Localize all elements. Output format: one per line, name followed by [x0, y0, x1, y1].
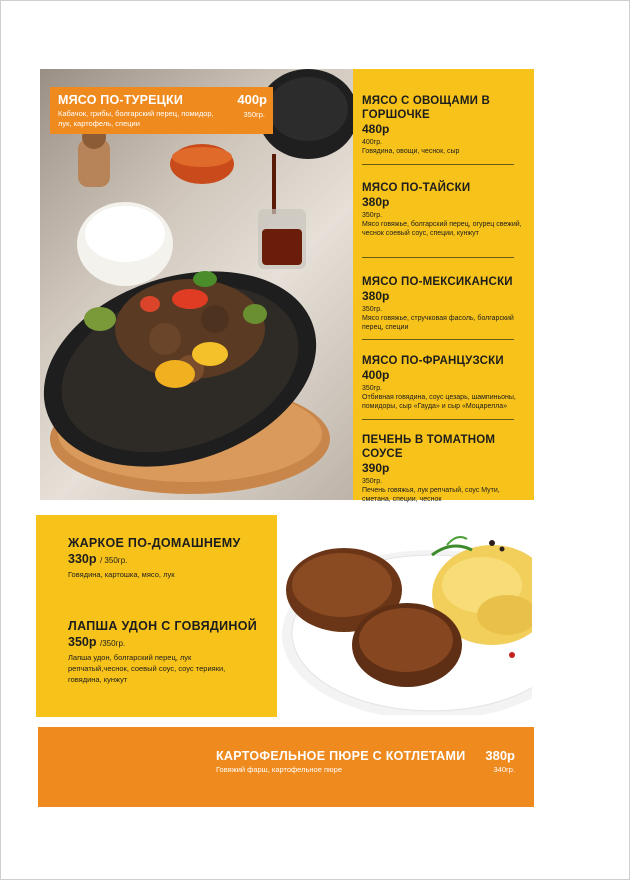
divider [362, 339, 514, 340]
bottom-dish-weight: 340гр. [493, 765, 515, 774]
menu-item [362, 181, 522, 238]
menu-item-title: МЯСО ПО-ТАЙСКИ [362, 182, 471, 194]
featured-dish-description: Кабачок, грибы, болгарский перец, помидор, лук, картофель, специи [58, 109, 214, 128]
menu-item-description: Печень говяжья, лук репчатый, соус Мути, сметана, специи, чеснок [362, 487, 500, 503]
menu-item [362, 275, 522, 332]
featured-dish-weight: 350гр. [243, 110, 265, 119]
right-menu-panel [353, 69, 534, 503]
menu-item [362, 433, 522, 504]
divider [362, 257, 514, 258]
menu-item [362, 94, 522, 156]
menu-item [68, 535, 268, 580]
featured-dish-title: МЯСО ПО-ТУРЕЦКИ [58, 93, 184, 107]
bottom-dish-price: 380р [485, 748, 515, 763]
menu-item-weight: 350гр. [362, 212, 383, 219]
featured-dish-price: 400р [237, 92, 267, 107]
cutlets-photo [282, 515, 532, 715]
menu-item-weight: 350гр. [362, 306, 383, 313]
divider [362, 164, 514, 165]
menu-item-title: ПЕЧЕНЬ В ТОМАТНОМ СОУСЕ [362, 434, 496, 460]
menu-item-description: Отбивная говядина, соус цезарь, шампиньоны, помидоры, сыр «Гауда» и сыр «Моцарелла» [362, 394, 516, 410]
featured-dish-card [50, 87, 273, 134]
menu-item-weight: /350гр. [99, 639, 126, 648]
menu-item-weight: 350гр. [362, 385, 383, 392]
menu-item-title: МЯСО ПО-ФРАНЦУЗСКИ [362, 355, 504, 367]
menu-item-price: 380р [362, 289, 390, 303]
menu-item-price-line [68, 551, 268, 569]
menu-item-description: Лапша удон, болгарский перец, лук репчатый,чеснок, соевый соус, соус терияки, говядина, кунжут [68, 653, 226, 684]
menu-item-price: 380р [362, 195, 390, 209]
menu-item-price: 480р [362, 122, 390, 136]
bottom-dish-description: Говяжий фарш, картофельное пюре [216, 765, 342, 774]
menu-item-title: ЖАРКОЕ ПО-ДОМАШНЕМУ [68, 536, 241, 550]
menu-item-description: Говядина, картошка, мясо, лук [68, 570, 175, 579]
menu-item-price: 350р [68, 635, 97, 649]
menu-item [362, 354, 522, 411]
menu-item-weight: / 350гр. [99, 556, 128, 565]
menu-item-title: МЯСО ПО-МЕКСИКАНСКИ [362, 276, 513, 288]
divider [362, 419, 514, 420]
menu-item-description: Мясо говяжье, стручковая фасоль, болгарский перец, специи [362, 315, 514, 331]
menu-item-weight: 350гр. [362, 478, 383, 485]
menu-item-weight: 400гр. [362, 139, 383, 146]
menu-item-price-line [68, 634, 258, 652]
menu-item-title: ЛАПША УДОН С ГОВЯДИНОЙ [68, 619, 258, 633]
menu-item-title: МЯСО С ОВОЩАМИ В ГОРШОЧКЕ [362, 95, 490, 121]
menu-item [68, 618, 258, 685]
menu-item-price: 330р [68, 552, 97, 566]
menu-item-description: Говядина, овощи, чеснок, сыр [362, 148, 460, 155]
bottom-dish-card [38, 727, 534, 807]
menu-item-description: Мясо говяжье, болгарский перец, огурец свежий, чеснок соевый соус, специи, кунжут [362, 221, 522, 237]
menu-item-price: 400р [362, 368, 390, 382]
menu-item-price: 390р [362, 461, 390, 475]
left-menu-panel [36, 515, 277, 717]
bottom-dish-title: КАРТОФЕЛЬНОЕ ПЮРЕ С КОТЛЕТАМИ [216, 749, 466, 763]
